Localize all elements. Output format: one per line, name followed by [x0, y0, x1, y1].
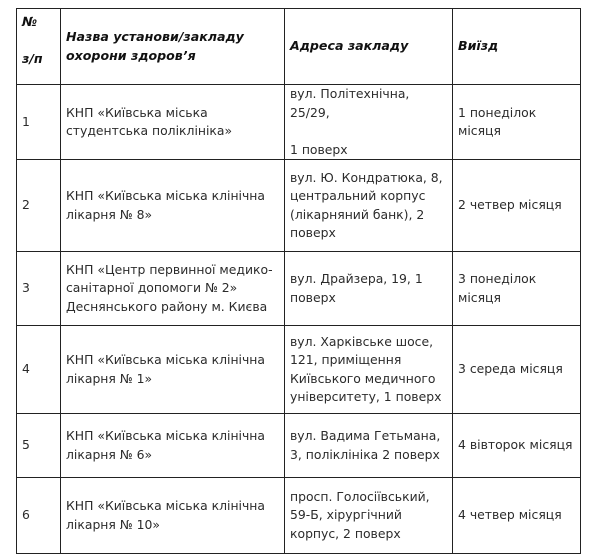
row-number: 5	[17, 414, 61, 478]
row-visit: 1 понеділок місяця	[453, 85, 581, 160]
row-number: 6	[17, 478, 61, 554]
row-address: вул. Вадима Гетьмана, 3, поліклініка 2 поверх	[285, 414, 453, 478]
row-visit: 4 вівторок місяця	[453, 414, 581, 478]
header-number: № з/п	[17, 9, 61, 85]
table-row	[17, 414, 581, 478]
table-row	[17, 160, 581, 252]
row-facility-name: КНП «Центр первинної медико-санітарної допомоги № 2» Деснянського району м. Києва	[61, 252, 285, 326]
header-address: Адреса закладу	[285, 9, 453, 85]
table-header-row	[17, 9, 581, 85]
table-row	[17, 252, 581, 326]
row-number: 3	[17, 252, 61, 326]
header-visit: Виїзд	[453, 9, 581, 85]
row-visit: 2 четвер місяця	[453, 160, 581, 252]
row-facility-name: КНП «Київська міська клінічна лікарня № 10»	[61, 478, 285, 554]
row-address: вул. Політехнічна, 25/29, 1 поверх	[285, 85, 453, 160]
table-row	[17, 478, 581, 554]
row-number: 1	[17, 85, 61, 160]
row-facility-name: КНП «Київська міська студентська поліклініка»	[61, 85, 285, 160]
row-address: вул. Драйзера, 19, 1 поверх	[285, 252, 453, 326]
row-number: 2	[17, 160, 61, 252]
row-address: вул. Ю. Кондратюка, 8, центральний корпус (лікарняний банк), 2 поверх	[285, 160, 453, 252]
row-address: вул. Харківське шосе, 121, приміщення Київського медичного університету, 1 поверх	[285, 326, 453, 414]
header-facility-name: Назва установи/закладу охорони здоров’я	[61, 9, 285, 85]
row-number: 4	[17, 326, 61, 414]
row-address: просп. Голосіївський, 59-Б, хірургічний корпус, 2 поверх	[285, 478, 453, 554]
row-visit: 4 четвер місяця	[453, 478, 581, 554]
table-row	[17, 85, 581, 160]
row-visit: 3 середа місяця	[453, 326, 581, 414]
table-row	[17, 326, 581, 414]
row-facility-name: КНП «Київська міська клінічна лікарня № 6»	[61, 414, 285, 478]
row-visit: 3 понеділок місяця	[453, 252, 581, 326]
row-facility-name: КНП «Київська міська клінічна лікарня № 8»	[61, 160, 285, 252]
row-facility-name: КНП «Київська міська клінічна лікарня № 1»	[61, 326, 285, 414]
healthcare-facilities-table	[16, 8, 581, 554]
